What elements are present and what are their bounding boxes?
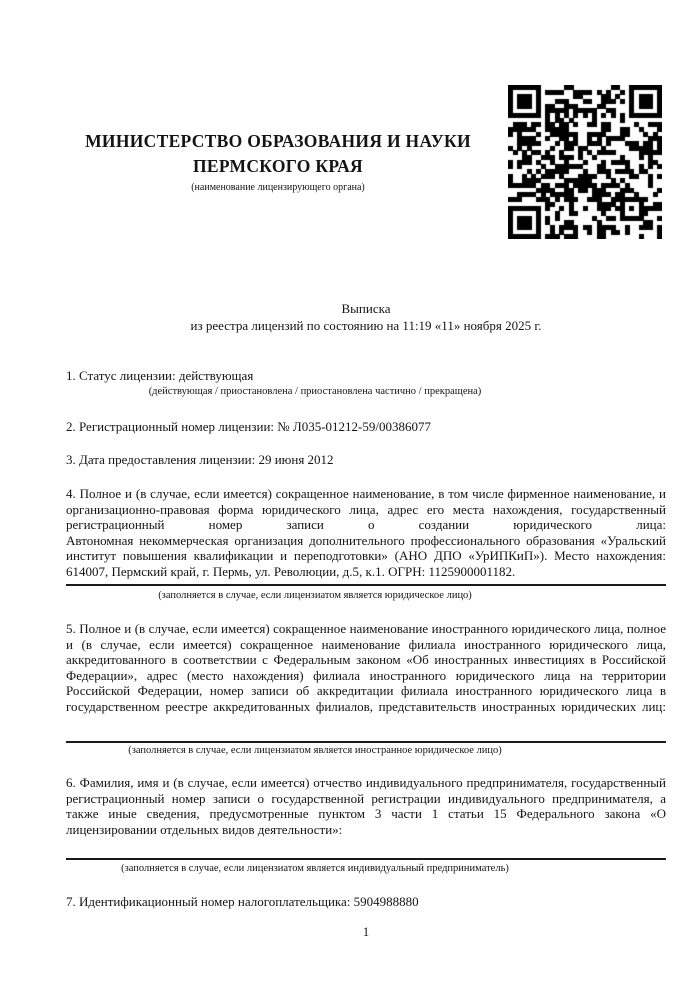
text-line: и (в случае, если имеется) сокращенное наименование филиала иностранного юридического лица, (66, 636, 666, 652)
text-line: аккредитованного в соответствии с Федеральным законом «Об иностранных инвестициях в Российской (66, 652, 666, 667)
header-block (66, 129, 490, 194)
ministry-name-line1: МИНИСТЕРСТВО ОБРАЗОВАНИЯ И НАУКИ (85, 131, 471, 151)
text-line: государственном реестре аккредитованных филиалов, представительств иностранных юридических лиц: (66, 698, 666, 714)
item-4-caption: (заполняется в случае, если лицензиатом является юридическое лицо) (158, 590, 472, 601)
item-4-legal-entity-details (66, 486, 666, 579)
text-line: лицензировании отдельных видов деятельности»: (66, 821, 343, 837)
text-line: 6. Фамилия, имя и (в случае, если имеется) отчество индивидуального предпринимателя, государственный (66, 775, 666, 790)
text-line: организационно-правовая форма юридического лица, адрес его места нахождения, государственный (66, 501, 666, 517)
title-line: Выписка (341, 301, 391, 316)
item-6-caption: (заполняется в случае, если лицензиатом является индивидуальный предприниматель) (121, 863, 509, 874)
text-line: регистрационный номер записи о создании юридического лица: (66, 517, 666, 532)
item-7-taxpayer-id (66, 894, 666, 910)
ministry-name-line2: ПЕРМСКОГО КРАЯ (193, 156, 363, 176)
text-line: Российской Федерации, номер записи об аккредитации филиала иностранного юридического лица в (66, 683, 666, 698)
item-2-registration-number (66, 419, 666, 435)
item-1-license-status (66, 368, 666, 384)
title-date-line: из реестра лицензий по состоянию на 11:19 «11» ноября 2025 г. (190, 318, 542, 333)
text-line: институт повышения квалификации и переподготовки» (АНО ДПО «УрИПКиП»). Место нахождения: (66, 548, 666, 563)
text-line: Федерации», адрес (место нахождения) филиала иностранного юридического лица на территории (66, 667, 666, 683)
text-line: 3. Дата предоставления лицензии: 29 июня 2012 (66, 452, 334, 467)
text-line: 4. Полное и (в случае, если имеется) сокращенное наименование, в том числе фирменное наименование, и (66, 486, 666, 501)
item-1-status-options-caption: (действующая / приостановлена / приостановлена частично / прекращена) (148, 386, 482, 397)
document-title (66, 300, 666, 334)
text-line: 7. Идентификационный номер налогоплательщика: 5904988880 (66, 894, 419, 909)
text-line: регистрационный номер записи о государственной регистрации индивидуального предпринимателя, а (66, 790, 666, 806)
item-6-entrepreneur-details (66, 775, 666, 837)
text-line: 1. Статус лицензии: действующая (66, 368, 254, 383)
text-line: 5. Полное и (в случае, если имеется) сокращенное наименование иностранного юридического лица, полное (66, 621, 666, 636)
qr-code-icon (508, 85, 662, 239)
item-5-foreign-entity-details (66, 621, 666, 714)
text-line: Автономная некоммерческая организация дополнительного профессионального образования «Уральский (66, 532, 666, 548)
text-line: также иные сведения, предусмотренные пунктом 3 части 1 статьи 15 Федерального закона «О (66, 806, 666, 821)
page-number: 1 (362, 925, 370, 939)
text-line: 614007, Пермский край, г. Пермь, ул. Революции, д.5, к.1. ОГРН: 1125900001182. (66, 563, 516, 579)
item-5-underline (66, 741, 666, 743)
item-3-grant-date (66, 452, 666, 468)
item-5-caption: (заполняется в случае, если лицензиатом является иностранное юридическое лицо) (128, 745, 502, 756)
item-6-underline (66, 858, 666, 860)
text-line: 2. Регистрационный номер лицензии: № Л035-01212-59/00386077 (66, 419, 432, 434)
item-4-underline (66, 584, 666, 586)
licensing-authority-caption: (наименование лицензирующего органа) (191, 182, 365, 193)
